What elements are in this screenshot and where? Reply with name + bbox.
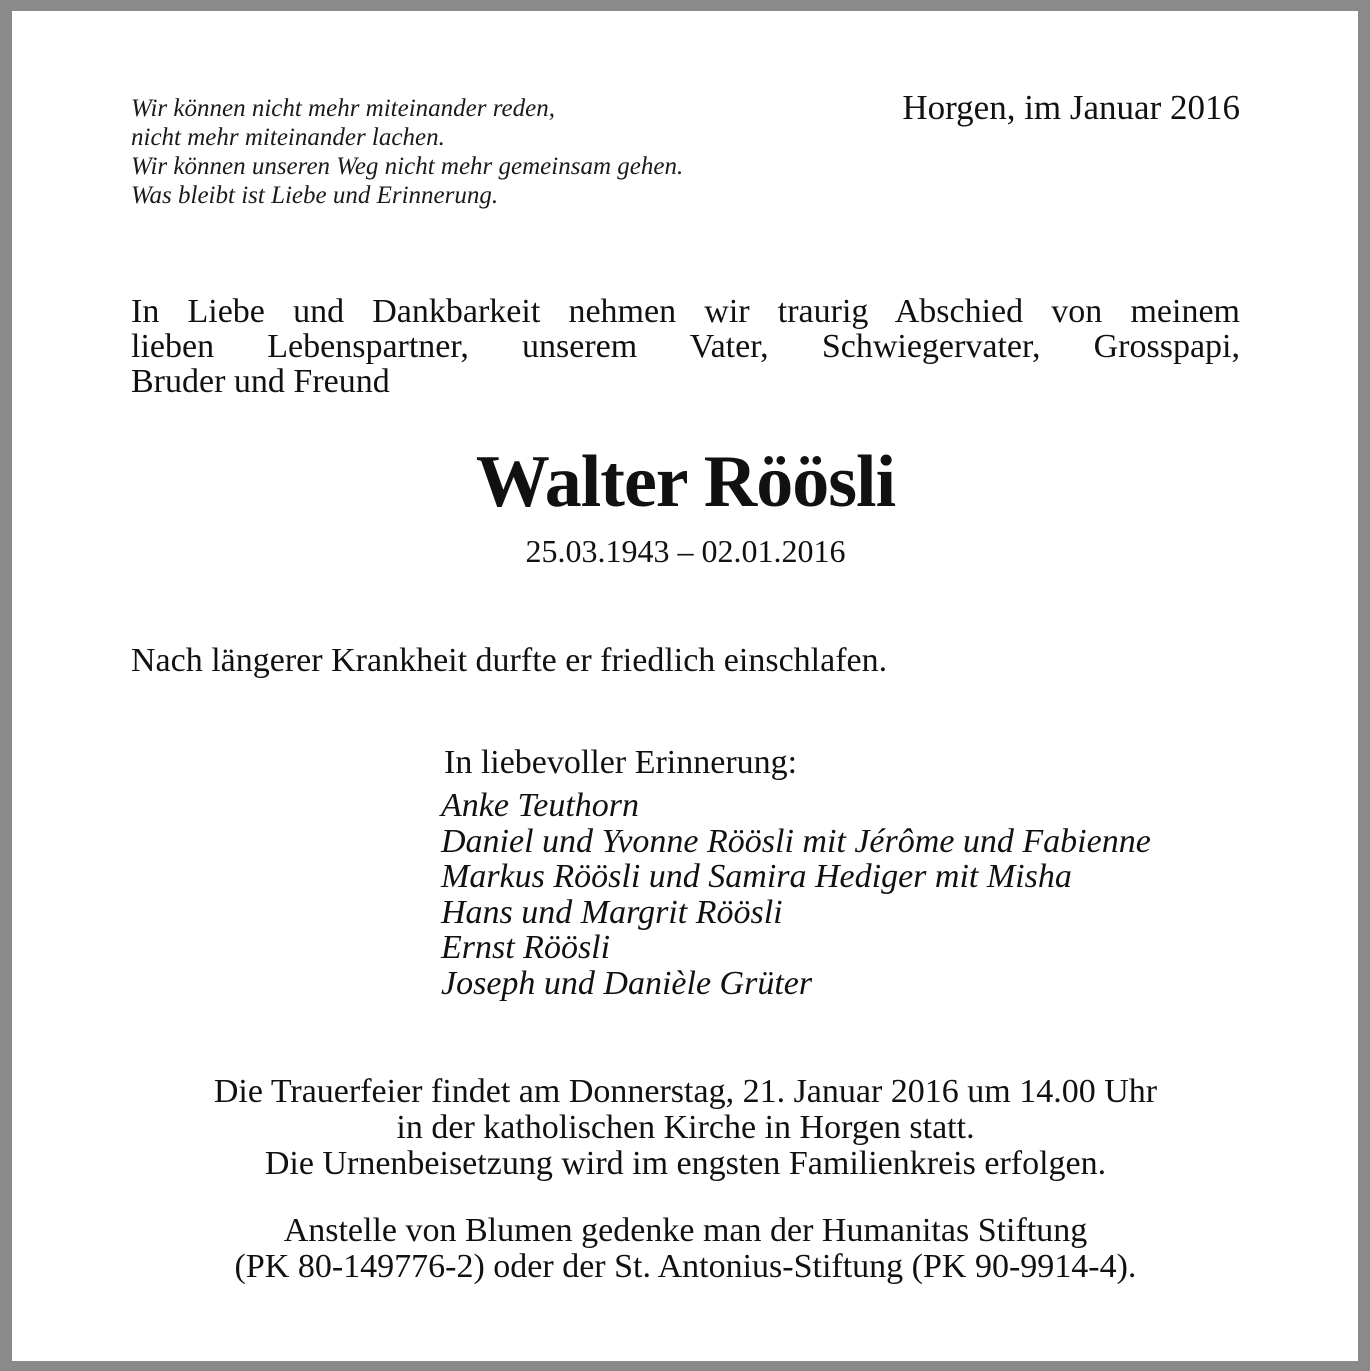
mourner-entry: Daniel und Yvonne Röösli mit Jérôme und Fabienne (441, 822, 1151, 860)
ceremony-info (131, 1074, 1240, 1182)
obituary-notice (131, 0, 1240, 1371)
mourner-entry: Joseph und Danièle Grüter (441, 964, 813, 1002)
poem-line: nicht mehr miteinander lachen. (131, 124, 445, 151)
poem-line: Wir können nicht mehr miteinander reden, (131, 95, 555, 122)
intro-text (131, 294, 1240, 399)
mourner-entry: Anke Teuthorn (441, 787, 640, 824)
donation-line: Anstelle von Blumen gedenke man der Humanitas Stiftung (283, 1212, 1088, 1249)
ceremony-line: Die Trauerfeier findet am Donnerstag, 21. Januar 2016 um 14.00 Uhr (213, 1073, 1158, 1110)
intro-line: In Liebe und Dankbarkeit nehmen wir traurig Abschied von meinem (131, 293, 1240, 330)
intro-line: Bruder und Freund (131, 363, 390, 400)
deceased-name: Walter Röösli (475, 441, 896, 523)
place-date: Horgen, im Januar 2016 (902, 88, 1240, 127)
poem-line: Wir können unseren Weg nicht mehr gemeinsam gehen. (131, 153, 684, 180)
intro-line: lieben Lebenspartner, unserem Vater, Schwiegervater, Grosspapi, (131, 328, 1240, 365)
life-dates: 25.03.1943 – 02.01.2016 (525, 533, 846, 569)
mourner-entry: Markus Röösli und Samira Hediger mit Misha (441, 858, 1072, 895)
donation-info (131, 1213, 1240, 1285)
mourner-entry: Ernst Röösli (441, 929, 611, 966)
ceremony-line: Die Urnenbeisetzung wird im engsten Familienkreis erfolgen. (264, 1145, 1107, 1182)
ceremony-line: in der katholischen Kirche in Horgen statt. (396, 1109, 975, 1146)
mourner-entry: Hans und Margrit Röösli (441, 893, 783, 931)
poem-line: Was bleibt ist Liebe und Erinnerung. (131, 182, 499, 209)
memory-heading: In liebevoller Erinnerung: (444, 744, 798, 781)
passing-note: Nach längerer Krankheit durfte er friedlich einschlafen. (131, 642, 888, 679)
donation-line: (PK 80-149776-2) oder der St. Antonius-Stiftung (PK 90-9914-4). (234, 1248, 1137, 1285)
poem (131, 94, 683, 210)
mourners-list (441, 788, 1151, 1001)
